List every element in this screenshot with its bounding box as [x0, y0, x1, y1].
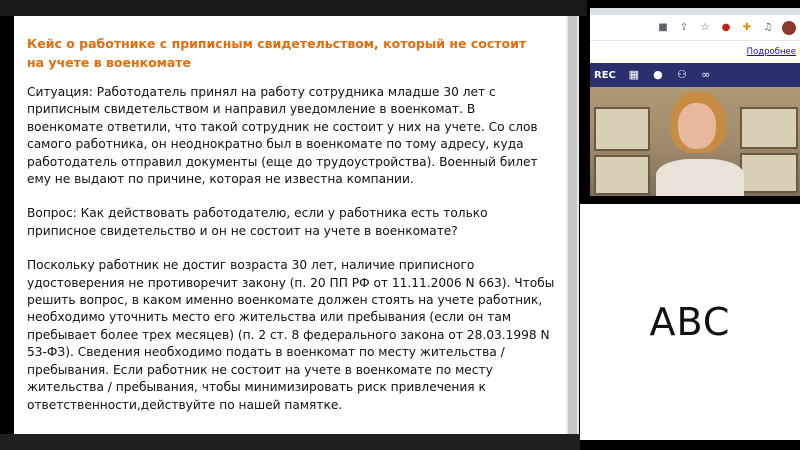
media-icon[interactable]: ♫: [763, 21, 773, 33]
share-icon[interactable]: ⇪: [679, 21, 689, 33]
extension-icon[interactable]: ●: [721, 21, 731, 33]
person-body: [656, 159, 744, 196]
top-strip: [0, 0, 587, 16]
more-link[interactable]: Подробнее: [746, 47, 796, 57]
slide-scrollbar[interactable]: [566, 16, 579, 434]
video-toolbar: [590, 63, 800, 87]
slide-body: [27, 84, 555, 431]
webcam-video: [590, 63, 800, 196]
browser-toolbar: [590, 15, 800, 41]
question-paragraph: Вопрос: Как действовать работодателю, если у работника есть только приписное свидетельство и он не состоит на учете в военкомате?: [27, 206, 488, 238]
wall-certificate: [594, 155, 650, 195]
star-icon[interactable]: ☆: [700, 21, 710, 33]
slide-title: Кейс о работнике с приписным свидетельством, который не состоит на учете в военкомате: [27, 36, 527, 70]
rec-label[interactable]: REC: [594, 69, 616, 81]
wall-certificate: [740, 107, 798, 149]
browser-tabstrip: [590, 8, 800, 15]
presentation-slide: [14, 16, 566, 434]
abc-label: ABC: [649, 300, 731, 344]
abc-panel: [580, 204, 800, 440]
grid-icon[interactable]: ▦: [628, 68, 640, 81]
answer-paragraph: Поскольку работник не достиг возраста 30 лет, наличие приписного удостоверения не противоречит закону (п. 20 ПП РФ от 11.11.2006 N 663). Чтобы решить вопрос, в каком именно военкомате должен стоять на учете работник, необходимо уточнить место его жительства или пребывания (если он там пребывает более трех месяцев) (п. 2 ст. 8 федерального закона от 28.03.1998 N 53-ФЗ). Сведения необходимо подать в военкомат по месту жительства / пребывания. Если работник не состоит на учете в военкомате по месту жительства / пребывания, чтобы минимизировать риск привлечения к ответственности,действуйте по нашей памятке.: [27, 258, 555, 412]
link-icon[interactable]: ∞: [701, 68, 711, 81]
puzzle-icon[interactable]: ✚: [742, 21, 752, 33]
users-icon[interactable]: ⚇: [676, 68, 687, 81]
slide-scrollbar-thumb[interactable]: [568, 16, 577, 434]
camera-icon[interactable]: ■: [658, 21, 668, 33]
wall-certificate: [740, 153, 798, 193]
profile-avatar[interactable]: [782, 21, 796, 35]
bottom-strip: [0, 434, 580, 450]
person-face: [678, 103, 716, 149]
situation-paragraph: Ситуация: Работодатель принял на работу сотрудника младше 30 лет с приписным свидетельством и направил уведомление в военкомат. В военкомате ответили, что такой сотрудник не состоит у них на учете. Со слов самого работника, он неоднократно был в военкомате по тому адресу, куда работодатель отправил документы (еще до трудоустройства). Военный билет ему не выдают по причине, которая не известна компании.: [27, 85, 538, 187]
wall-certificate: [594, 107, 650, 151]
browser-window: [590, 8, 800, 196]
user-icon[interactable]: ●: [653, 68, 663, 81]
browser-infobar: [590, 41, 800, 63]
